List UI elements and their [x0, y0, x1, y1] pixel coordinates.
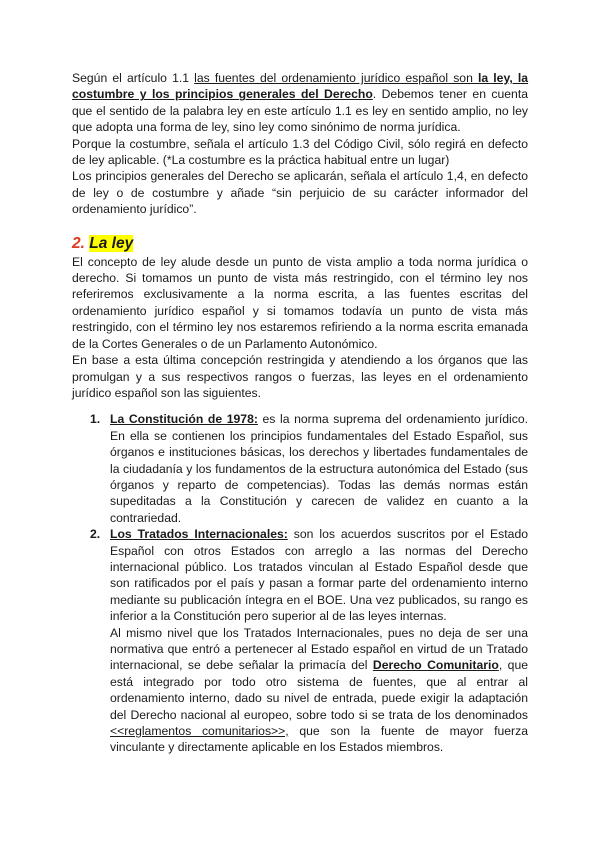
derecho-comunitario-term: Derecho Comunitario — [372, 658, 499, 673]
section-paragraph-2: En base a esta última concepción restringida y atendiendo a los órganos que las promulgan y a sus respectivos rangos o fuerzas, las leyes en el ordenamiento jurídico español son las siguientes. — [72, 353, 528, 400]
intro-text-end: . Debemos tener en cuenta que el sentido de la palabra ley en este artículo 1.1 es ley en sentido amplio, no ley que adopta una forma de ley, sino ley como sinónimo de norma jurídica. — [72, 87, 528, 135]
sub-text: Al mismo nivel que los Tratados Internacionales, pues no deja de ser una normativa que entró a pertenecer al Estado español en virtud de un Tratado internacional, se debe señalar la primacía del — [110, 625, 528, 673]
list-description: son los acuerdos suscritos por el Estado Español con otros Estados con arreglo a las normas del Derecho internacional público. Los tratados vinculan al Estado Español desde que son ratificados por el país y pasan a formar parte del ordenamiento interno mediante su publicación íntegra en el BOE. Una vez publicados, su rango es inferior a la Constitución pero superior al de las leyes internas. — [110, 527, 529, 624]
sources-list-bold: la ley, la costumbre y los principios generales del Derecho — [72, 71, 528, 102]
sub-text-end: que son la fuente de mayor fuerza vinculante y directamente aplicable en los Estados miembros. — [110, 724, 528, 755]
intro-paragraph-3: Los principios generales del Derecho se aplicarán, señala el artículo 1,4, en defecto de ley o de costumbre y añade “sin perjuicio de su carácter informador del ordenamiento jurídico”. — [72, 169, 528, 217]
document-page — [72, 70, 528, 756]
law-list — [72, 411, 528, 756]
section-title: La ley — [89, 234, 134, 252]
list-term: Los Tratados Internacionales: — [110, 527, 288, 542]
sources-underlined: las fuentes del ordenamiento jurídico español son — [194, 71, 478, 85]
list-marker: 1. — [90, 412, 101, 427]
list-term: La Constitución de 1978: — [110, 412, 258, 427]
list-description: es la norma suprema del ordenamiento jurídico. En ella se contienen los principios fundamentales del Estado Español, sus órganos e instituciones básicas, los derechos y libertades fundamentales de la ciudadanía y los fundamentos de la estructura autonómica del Estado (sus órganos y reparto de competencias). Todas las demás normas están supeditadas a la Constitución y carecen de validez en cuanto a la contrariedad. — [110, 412, 528, 525]
list-item-text — [110, 526, 528, 624]
section-paragraph-1: El concepto de ley alude desde un punto de vista amplio a toda norma jurídica o derecho. Si tomamos un punto de vista más restringido, con el término ley nos referiremos exclusivamente a la norma escrita, a las fuentes escritas del ordenamiento jurídico español y si tomamos todavía un punto de vista más restringido, con el término ley nos estaremos refiriendo a la norma escrita emanada de la Cortes Generales o de un Parlamento Autonómico. — [72, 254, 528, 351]
list-marker: 2. — [90, 527, 101, 542]
sub-text: , que está integrado por todo otro sistema de fuentes, que al entrar al ordenamiento interno, dado su nivel de entrada, puede exigir la adaptación del Derecho nacional al europeo, sobre todo si se trata de los denominados — [110, 658, 529, 722]
list-item — [72, 526, 528, 756]
reglamentos-term: <<reglamentos comunitarios>>, — [110, 724, 289, 739]
list-item — [72, 411, 528, 526]
intro-paragraph-1 — [72, 70, 528, 136]
section-number: 2. — [72, 234, 85, 252]
section-heading — [72, 234, 528, 254]
intro-paragraph-2: Porque la costumbre, señala el artículo 1.3 del Código Civil, sólo regirá en defecto de ley aplicable. (*La costumbre es la práctica habitual entre un lugar) — [72, 136, 528, 168]
intro-text: Según el artículo 1.1 — [72, 71, 195, 85]
list-item-text — [110, 411, 528, 526]
list-item-subparagraph — [110, 625, 528, 756]
